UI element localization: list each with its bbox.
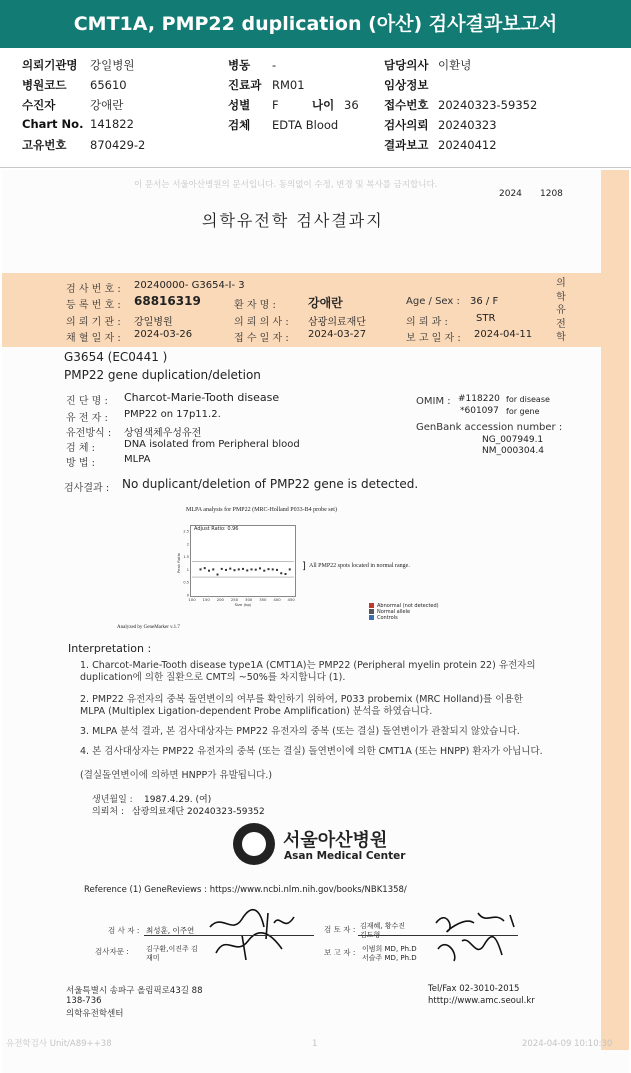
scanned-report [2, 170, 629, 1073]
age-sex-label: Age / Sex : [406, 296, 460, 307]
reg-no: 68816319 [134, 294, 201, 308]
data-point [212, 568, 214, 570]
req-doctor: 삼광의료재단 [308, 317, 366, 328]
interpretation-4: 4. 본 검사대상자는 PMP22 유전자의 중복 (또는 결실) 돌연변이에 의한 CMT1A (또는 HNPP) 환자가 아닙니다. [80, 746, 543, 757]
detail-inheritance: 상염색체우성유전 [124, 428, 202, 439]
header-clinical-info: 임상정보 [384, 78, 429, 92]
footer-timestamp: 2024-04-09 10:10:30 [522, 1039, 613, 1049]
footer-unit: 유전학검사 Unit/A89++38 [6, 1039, 112, 1049]
y-tick-label: 2.5 [183, 529, 189, 534]
collect-date-label: 채 혈 일 자 : [66, 333, 121, 344]
footer-page: 1 [312, 1039, 318, 1049]
data-point [242, 568, 244, 570]
detail-method: MLPA [124, 454, 151, 465]
header-request-date: 검사의뢰 20240323 [384, 118, 497, 132]
header-age: 나이 36 [312, 98, 359, 112]
client-label: 의뢰처 : [92, 807, 124, 817]
detail-label-specimen: 검 체 : [66, 443, 96, 454]
examiner-sign-line [144, 935, 314, 936]
patient-label: 환 자 명 : [234, 300, 276, 311]
req-doctor-label: 의 뢰 의 사 : [234, 317, 289, 328]
genbank-nm: NM_000304.4 [482, 446, 544, 456]
reference: Reference (1) GeneReviews : https://www.ncbi.nlm.nih.gov/books/NBK1358/ [84, 885, 407, 895]
asan-logo-icon [233, 823, 275, 865]
exam-no: 20240000- G3654-I- 3 [134, 280, 245, 291]
interpretation-5: (결실돌연변이에 의하면 HNPP가 유발됩니다.) [80, 770, 273, 781]
test-code: G3654 (EC0441 ) [64, 350, 168, 364]
birth-label: 생년월일 : [92, 795, 133, 805]
req-org: 강일병원 [134, 317, 173, 328]
birth: 1987.4.29. (여) [144, 795, 212, 805]
omim-gene-note: for gene [506, 407, 540, 416]
header-dept: 진료과 RM01 [228, 78, 305, 92]
report-doc-code: 1208 [540, 189, 563, 199]
data-point [276, 569, 278, 571]
reporter-label: 보 고 자 : [324, 948, 356, 957]
omim-gene: *601097 [460, 406, 499, 416]
hospital-name-en: Asan Medical Center [284, 850, 406, 862]
examiner: 최성훈, 이주연 [146, 926, 195, 935]
reviewer: 김재혜, 황수진 김도형 [360, 922, 406, 939]
legend-normal-swatch [369, 609, 374, 614]
header-sex: 성별 F [228, 98, 279, 112]
interpretation-3: 3. MLPA 분석 결과, 본 검사대상자는 PMP22 유전자의 중복 (또는 결실) 돌연변이가 관찰되지 않았습니다. [80, 726, 520, 737]
header-chart-no: Chart No. 141822 [22, 117, 134, 131]
data-point [229, 568, 231, 570]
report-date-label: 보 고 일 자 : [406, 333, 461, 344]
data-point [234, 569, 236, 571]
x-tick-label: 300 [245, 597, 253, 602]
data-point [200, 568, 202, 570]
x-tick-label: 450 [287, 597, 295, 602]
data-point [280, 572, 282, 574]
data-point [204, 567, 206, 569]
x-axis-label: Size (bp) [234, 602, 252, 607]
detail-diagnosis: Charcot-Marie-Tooth disease [124, 391, 280, 404]
data-point [255, 569, 257, 571]
omim-label: OMIM : [416, 396, 451, 407]
detail-label-gene: 유 전 자 : [66, 413, 108, 424]
watermark-notice: 이 문서는 서울아산병원의 문서입니다. 동의없이 수정, 변경 및 복사를 금지합니다. [134, 180, 438, 190]
genbank-label: GenBank accession number : [416, 422, 563, 433]
report-title-bar [0, 0, 631, 48]
y-tick-label: 0.5 [183, 580, 189, 585]
data-point [289, 568, 291, 570]
advisor-label: 검사자문 : [95, 947, 129, 956]
y-axis-label: Peak Ratio [176, 553, 181, 573]
omim-disease-note: for disease [506, 395, 550, 404]
age-sex: 36 / F [470, 296, 499, 307]
interpretation-title: Interpretation : [68, 642, 152, 655]
exam-no-label: 검 사 번 호 : [66, 284, 121, 295]
receive-date: 2024-03-27 [308, 329, 367, 340]
header-patient: 수진자 강애란 [22, 98, 124, 112]
data-point [259, 567, 261, 569]
x-tick-label: 200 [216, 597, 224, 602]
data-point [238, 568, 240, 570]
header-hospital-code: 병원코드 65610 [22, 78, 127, 92]
req-dept: STR [476, 313, 496, 324]
tel-fax: Tel/Fax 02-3010-2015 [428, 984, 520, 994]
legend-normal: Normal allele [369, 609, 410, 615]
data-point [272, 568, 274, 570]
reviewer-label: 검 토 자 : [324, 925, 356, 934]
client: 삼광의료재단 20240323-59352 [132, 807, 265, 817]
vertical-dept-label: 의 학 유 전 학 [556, 278, 566, 343]
test-name: PMP22 gene duplication/deletion [64, 368, 261, 382]
receive-date-label: 접 수 일 자 : [234, 333, 289, 344]
chart-annotation: All PMP22 spots located in normal range. [309, 563, 410, 569]
report-title: CMT1A, PMP22 duplication (아산) 검사결과보고서 [73, 13, 558, 35]
data-point [221, 568, 223, 570]
detail-specimen: DNA isolated from Peripheral blood [124, 439, 300, 450]
data-point [268, 568, 270, 570]
header-ward: 병동 - [228, 58, 277, 72]
address-line-1: 서울특별시 송파구 올림픽로43길 88 [66, 986, 203, 996]
x-tick-label: 350 [259, 597, 267, 602]
chart-subtitle: Adjust Ratio: 0.96 [194, 526, 239, 532]
chart-bracket-glyph: ] [302, 561, 306, 572]
y-tick-label: 1 [186, 567, 189, 572]
data-point [225, 569, 227, 571]
reporter: 이범희 MD, Ph.D 서슬주 MD, Ph.D [362, 945, 417, 962]
website: htttp://www.amc.seoul.kr [428, 996, 535, 1006]
data-point [251, 568, 253, 570]
header-report-date: 결과보고 20240412 [384, 138, 497, 152]
x-tick-label: 100 [188, 597, 196, 602]
detail-label-method: 방 법 : [66, 458, 96, 469]
detail-label-diagnosis: 진 단 명 : [66, 396, 108, 407]
header-org: 의뢰기관명 강일병원 [22, 58, 135, 72]
data-point [217, 574, 219, 576]
x-tick-label: 400 [273, 597, 281, 602]
detail-label-inheritance: 유전방식 : [66, 428, 112, 439]
examiner-signature [202, 905, 312, 960]
collect-date: 2024-03-26 [134, 329, 193, 340]
advisor: 김구환,이진주 김재미 [146, 945, 198, 962]
reviewer-sign-line [358, 935, 518, 936]
data-point [246, 569, 248, 571]
result-text: No duplicant/deletion of PMP22 gene is detected. [122, 477, 419, 491]
report-date: 2024-04-11 [474, 329, 533, 340]
data-point [208, 570, 210, 572]
req-dept-label: 의 뢰 과 : [406, 317, 448, 328]
legend-controls-swatch [369, 615, 374, 620]
header-specimen: 검체 EDTA Blood [228, 118, 339, 132]
result-label: 검사결과 : [64, 483, 110, 494]
header-doctor: 담당의사 이환녕 [384, 58, 472, 72]
orange-side-band [601, 170, 629, 1050]
req-org-label: 의 뢰 기 관 : [66, 317, 121, 328]
header-info [0, 48, 631, 168]
omim-disease: #118220 [458, 394, 500, 404]
data-point [285, 573, 287, 575]
detail-gene: PMP22 on 17p11.2. [124, 409, 221, 420]
report-year: 2024 [499, 189, 522, 199]
mlpa-chart [172, 525, 312, 610]
data-point [263, 570, 265, 572]
legend-abnormal-swatch [369, 603, 374, 608]
legend-controls: Controls [369, 615, 398, 621]
genbank-ng: NG_007949.1 [482, 435, 544, 445]
examiner-label: 검 사 자 : [108, 926, 140, 935]
x-tick-label: 150 [202, 597, 210, 602]
header-unique-no: 고유번호 870429-2 [22, 138, 146, 152]
hospital-name-kr: 서울아산병원 [283, 830, 388, 851]
y-tick-label: 1.5 [183, 555, 189, 560]
address-line-2: 138-736 [66, 996, 102, 1006]
patient-name: 강애란 [308, 296, 343, 310]
header-receipt-no: 접수번호 20240323-59352 [384, 98, 538, 112]
report-section-title: 의학유전학 검사결과지 [202, 211, 384, 230]
interpretation-1: 1. Charcot-Marie-Tooth disease type1A (CMT1A)는 PMP22 (Peripheral myelin protein 22) 유전자의 duplication에 의한 질환으로 CMT의 ~50%를 차지합니다 (1). [80, 660, 536, 683]
chart-footnote: Analyzed by GeneMarker v.1.7 [117, 625, 180, 630]
x-tick-label: 250 [230, 597, 239, 602]
reg-no-label: 등 록 번 호 : [66, 300, 121, 311]
y-tick-label: 2 [186, 542, 189, 547]
interpretation-2: 2. PMP22 유전자의 중복 돌연변이의 여부를 확인하기 위하여, P033 probemix (MRC Holland)를 이용한 MLPA (Multiplex Ligation-dependent Probe Amplification) 분석을 하였습니다. [80, 694, 523, 717]
legend-abnormal: Abnormal (not detected) [369, 603, 439, 609]
address-line-3: 의학유전학센터 [66, 1009, 124, 1019]
y-tick-label: 0 [186, 593, 189, 598]
chart-title: MLPA analysis for PMP22 (MRC-Holland P033-B4 probe set) [186, 507, 337, 513]
